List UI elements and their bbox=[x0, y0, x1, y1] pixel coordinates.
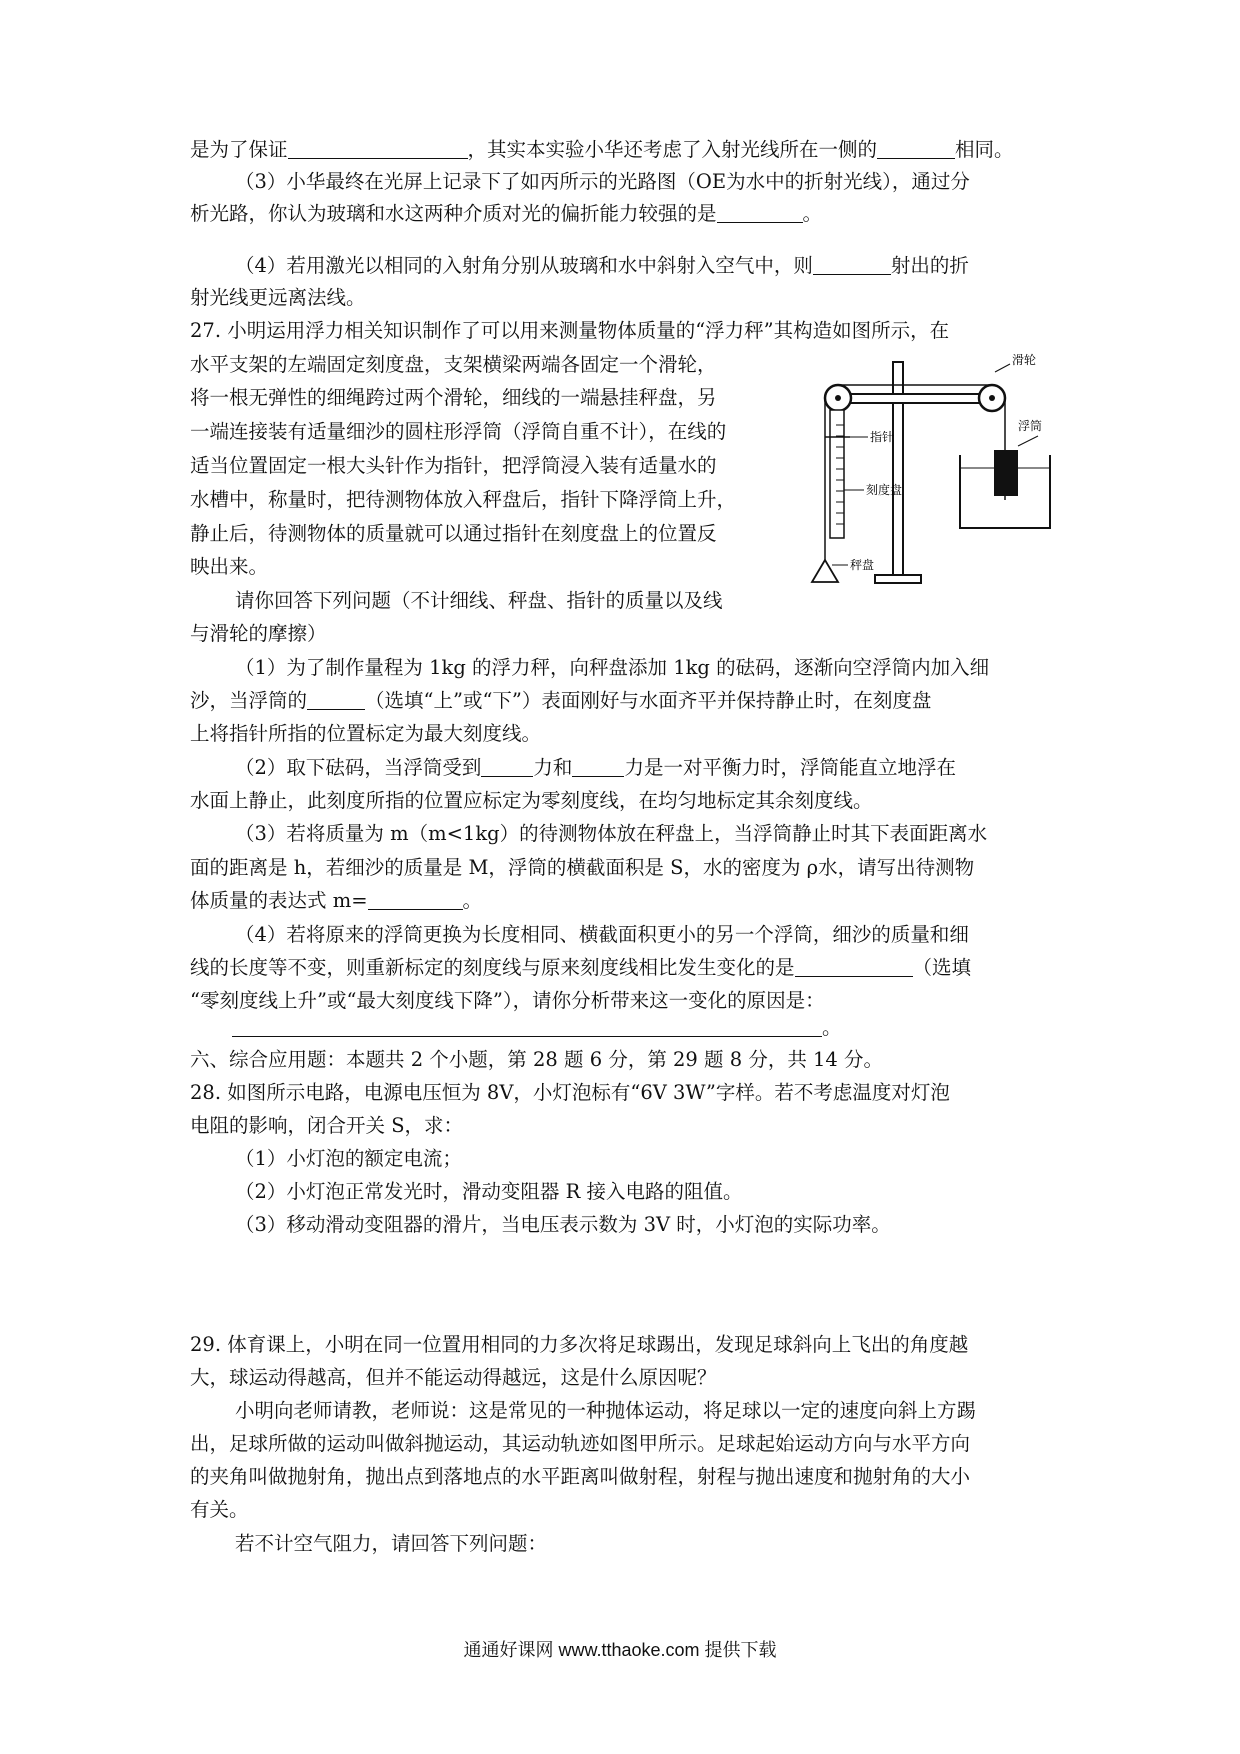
answer-blank bbox=[288, 138, 468, 159]
answer-blank bbox=[795, 956, 913, 977]
label-float: 浮筒 bbox=[1018, 419, 1043, 433]
text-line: 大，球运动得越高，但并不能运动得越远，这是什么原因呢？ bbox=[190, 1366, 717, 1389]
text-line: 线的长度等不变，则重新标定的刻度线与原来刻度线相比发生变化的是 （选填 bbox=[190, 956, 972, 979]
text-line: （2）小灯泡正常发光时，滑动变阻器 R 接入电路的阻值。 bbox=[235, 1180, 743, 1203]
text-line: “零刻度线上升”或“最大刻度线下降”），请你分析带来这一变化的原因是： bbox=[190, 989, 825, 1012]
text-line: 若不计空气阻力，请回答下列问题： bbox=[235, 1532, 548, 1555]
text-line: 是为了保证 ，其实本实验小华还考虑了入射光线所在一侧的 相同。 bbox=[190, 138, 1014, 161]
label-pulley: 滑轮 bbox=[1012, 353, 1037, 367]
text-line: 水面上静止，此刻度所指的位置应标定为零刻度线，在均匀地标定其余刻度线。 bbox=[190, 789, 873, 812]
text-line: （4）若将原来的浮筒更换为长度相同、横截面积更小的另一个浮筒，细沙的质量和细 bbox=[235, 923, 969, 946]
text-line: 水槽中，称量时，把待测物体放入秤盘后，指针下降浮筒上升， bbox=[190, 488, 737, 511]
text-line: 静止后，待测物体的质量就可以通过指针在刻度盘上的位置反 bbox=[190, 522, 717, 545]
answer-blank bbox=[572, 756, 624, 777]
text-line: 上将指针所指的位置标定为最大刻度线。 bbox=[190, 722, 542, 745]
crossbar bbox=[835, 394, 995, 403]
dial-plate bbox=[830, 410, 844, 538]
answer-blank bbox=[232, 1016, 822, 1037]
text-line: （3）移动滑动变阻器的滑片，当电压表示数为 3V 时，小灯泡的实际功率。 bbox=[235, 1213, 891, 1236]
text-line: （3）小华最终在光屏上记录下了如丙所示的光路图（OE为水中的折射光线），通过分 bbox=[235, 170, 970, 193]
label-pointer: 指针 bbox=[870, 430, 895, 444]
answer-blank bbox=[813, 254, 891, 275]
answer-blank bbox=[717, 202, 803, 223]
text-line: 析光路，你认为玻璃和水这两种介质对光的偏折能力较强的是 。 bbox=[190, 202, 823, 225]
text-line: 将一根无弹性的细绳跨过两个滑轮，细线的一端悬挂秤盘，另 bbox=[190, 386, 717, 409]
question-27-heading: 27. 小明运用浮力相关知识制作了可以用来测量物体质量的“浮力秤”其构造如图所示，在 bbox=[190, 319, 950, 342]
question-29-heading: 29. 体育课上，小明在同一位置用相同的力多次将足球踢出，发现足球斜向上飞出的角度越 bbox=[190, 1333, 969, 1356]
text-line: （1）小灯泡的额定电流； bbox=[235, 1147, 462, 1170]
stand-base bbox=[875, 575, 921, 583]
text-line: 请你回答下列问题（不计细线、秤盘、指针的质量以及线 bbox=[235, 589, 723, 612]
text-line: 与滑轮的摩擦） bbox=[190, 622, 327, 645]
label-pan: 秤盘 bbox=[850, 558, 875, 572]
text-line: 沙，当浮筒的 （选填“上”或“下”）表面刚好与水面齐平并保持静止时，在刻度盘 bbox=[190, 689, 932, 712]
float-cylinder bbox=[994, 450, 1018, 496]
text-line: 面的距离是 h，若细沙的质量是 M，浮筒的横截面积是 S，水的密度为 ρ水，请写出待测物 bbox=[190, 856, 975, 879]
text-line: 的夹角叫做抛射角，抛出点到落地点的水平距离叫做射程，射程与抛出速度和抛射角的大小 bbox=[190, 1465, 971, 1488]
question-28-heading: 28. 如图所示电路，电源电压恒为 8V，小灯泡标有“6V 3W”字样。若不考虑温度对灯泡 bbox=[190, 1081, 950, 1104]
text-line: 射光线更远离法线。 bbox=[190, 286, 366, 309]
answer-blank bbox=[307, 689, 365, 710]
text-line: 出，足球所做的运动叫做斜抛运动，其运动轨迹如图甲所示。足球起始运动方向与水平方向 bbox=[190, 1432, 971, 1455]
text-line: （3）若将质量为 m（m<1kg）的待测物体放在秤盘上，当浮筒静止时其下表面距离水 bbox=[235, 822, 988, 845]
text-line: 有关。 bbox=[190, 1498, 249, 1521]
pan-icon bbox=[812, 560, 838, 582]
answer-blank bbox=[877, 138, 955, 159]
label-dial: 刻度盘 bbox=[866, 483, 903, 497]
page-footer: 通通好课网 www.tthaoke.com 提供下载 bbox=[463, 1640, 777, 1660]
text-line: 电阻的影响，闭合开关 S，求： bbox=[190, 1114, 464, 1137]
text-line: （1）为了制作量程为 1kg 的浮力秤，向秤盘添加 1kg 的砝码，逐渐向空浮筒内加入细 bbox=[235, 656, 990, 679]
text-line: 水平支架的左端固定刻度盘，支架横梁两端各固定一个滑轮， bbox=[190, 353, 717, 376]
text-line: 。 bbox=[190, 1012, 1060, 1044]
answer-blank bbox=[481, 756, 533, 777]
text-line: 一端连接装有适量细沙的圆柱形浮筒（浮筒自重不计），在线的 bbox=[190, 420, 727, 443]
text-line: 体质量的表达式 m= 。 bbox=[190, 889, 483, 912]
text-line: 适当位置固定一根大头针作为指针，把浮筒浸入装有适量水的 bbox=[190, 454, 717, 477]
text-line: 映出来。 bbox=[190, 555, 269, 578]
section-6-heading: 六、综合应用题：本题共 2 个小题，第 28 题 6 分，第 29 题 8 分，共 14 分。 bbox=[190, 1048, 884, 1071]
text-line: （2）取下砝码，当浮筒受到 力和 力是一对平衡力时，浮筒能直立地浮在 bbox=[235, 756, 956, 779]
text-line: 小明向老师请教，老师说：这是常见的一种抛体运动，将足球以一定的速度向斜上方踢 bbox=[235, 1399, 977, 1422]
float-scale-figure bbox=[810, 350, 1070, 590]
text-line: （4）若用激光以相同的入射角分别从玻璃和水中斜射入空气中，则 射出的折 bbox=[235, 254, 969, 277]
answer-blank bbox=[368, 889, 463, 910]
